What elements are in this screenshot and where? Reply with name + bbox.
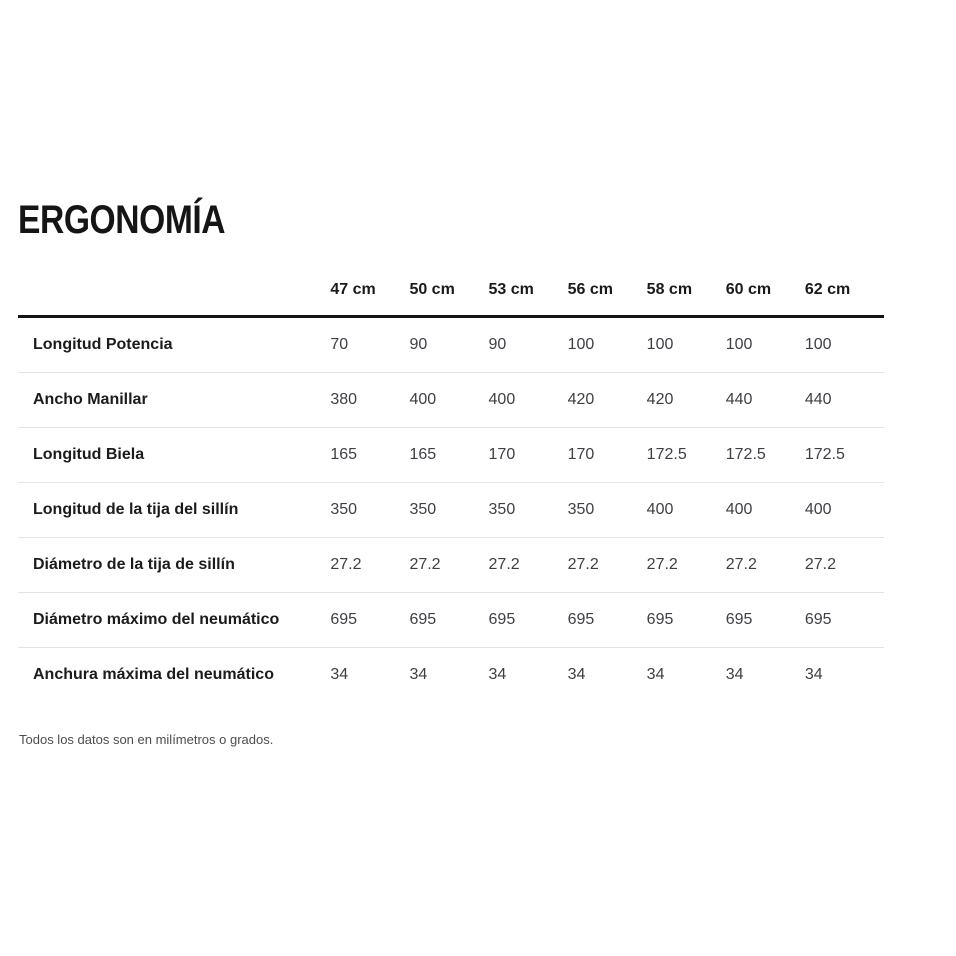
cell: 172.5 — [725, 446, 766, 463]
column-header-blank — [18, 281, 330, 317]
cell: 350 — [488, 501, 516, 518]
cell: 420 — [646, 391, 674, 408]
cell: 165 — [330, 446, 358, 463]
column-header-size-58: 58 cm — [647, 281, 726, 317]
column-header-size-60: 60 cm — [726, 281, 805, 317]
cell: 400 — [488, 391, 516, 408]
cell: 172.5 — [646, 446, 687, 463]
table-row — [18, 317, 884, 373]
cell: 695 — [567, 611, 595, 628]
row-label: Longitud Biela — [33, 446, 145, 463]
cell: 27.2 — [804, 556, 836, 573]
page-title: ERGONOMÍA — [18, 198, 226, 242]
cell: 695 — [409, 611, 437, 628]
cell: 100 — [804, 336, 832, 353]
row-label: Anchura máxima del neumático — [33, 666, 274, 683]
cell: 34 — [409, 666, 428, 683]
cell: 27.2 — [567, 556, 599, 573]
cell: 27.2 — [330, 556, 362, 573]
table-row — [18, 538, 884, 593]
cell: 34 — [804, 666, 823, 683]
column-header-size-56: 56 cm — [568, 281, 647, 317]
cell: 350 — [330, 501, 358, 518]
cell: 172.5 — [804, 446, 845, 463]
table-row — [18, 373, 884, 428]
cell: 90 — [409, 336, 428, 353]
row-label: Ancho Manillar — [33, 391, 148, 408]
cell: 695 — [330, 611, 358, 628]
cell: 170 — [567, 446, 595, 463]
table-row — [18, 648, 884, 703]
cell: 165 — [409, 446, 437, 463]
cell: 170 — [488, 446, 516, 463]
column-header-size-62: 62 cm — [805, 281, 884, 317]
units-footnote: Todos los datos son en milímetros o grados. — [19, 732, 274, 747]
cell: 695 — [488, 611, 516, 628]
cell: 27.2 — [725, 556, 757, 573]
cell: 695 — [725, 611, 753, 628]
row-label: Longitud Potencia — [33, 336, 173, 353]
cell: 100 — [567, 336, 595, 353]
cell: 695 — [804, 611, 832, 628]
cell: 34 — [646, 666, 665, 683]
cell: 27.2 — [488, 556, 520, 573]
cell: 440 — [804, 391, 832, 408]
column-header-size-50: 50 cm — [409, 281, 488, 317]
table-row — [18, 428, 884, 483]
cell: 100 — [646, 336, 674, 353]
row-label: Diámetro de la tija de sillín — [33, 556, 235, 573]
row-label: Diámetro máximo del neumático — [33, 611, 280, 628]
table-row — [18, 483, 884, 538]
cell: 27.2 — [646, 556, 678, 573]
column-header-size-53: 53 cm — [489, 281, 568, 317]
cell: 90 — [488, 336, 507, 353]
cell: 440 — [725, 391, 753, 408]
cell: 27.2 — [409, 556, 441, 573]
column-header-size-47: 47 cm — [330, 281, 409, 317]
cell: 420 — [567, 391, 595, 408]
cell: 400 — [646, 501, 674, 518]
cell: 100 — [725, 336, 753, 353]
cell: 400 — [409, 391, 437, 408]
cell: 695 — [646, 611, 674, 628]
cell: 380 — [330, 391, 358, 408]
cell: 34 — [488, 666, 507, 683]
cell: 350 — [409, 501, 437, 518]
table-row — [18, 593, 884, 648]
cell: 400 — [804, 501, 832, 518]
cell: 34 — [330, 666, 349, 683]
cell: 350 — [567, 501, 595, 518]
cell: 34 — [725, 666, 744, 683]
table-header-row — [18, 281, 884, 317]
ergonomics-spec-table — [18, 281, 884, 702]
cell: 70 — [330, 336, 349, 353]
cell: 34 — [567, 666, 586, 683]
cell: 400 — [725, 501, 753, 518]
row-label: Longitud de la tija del sillín — [33, 501, 239, 518]
